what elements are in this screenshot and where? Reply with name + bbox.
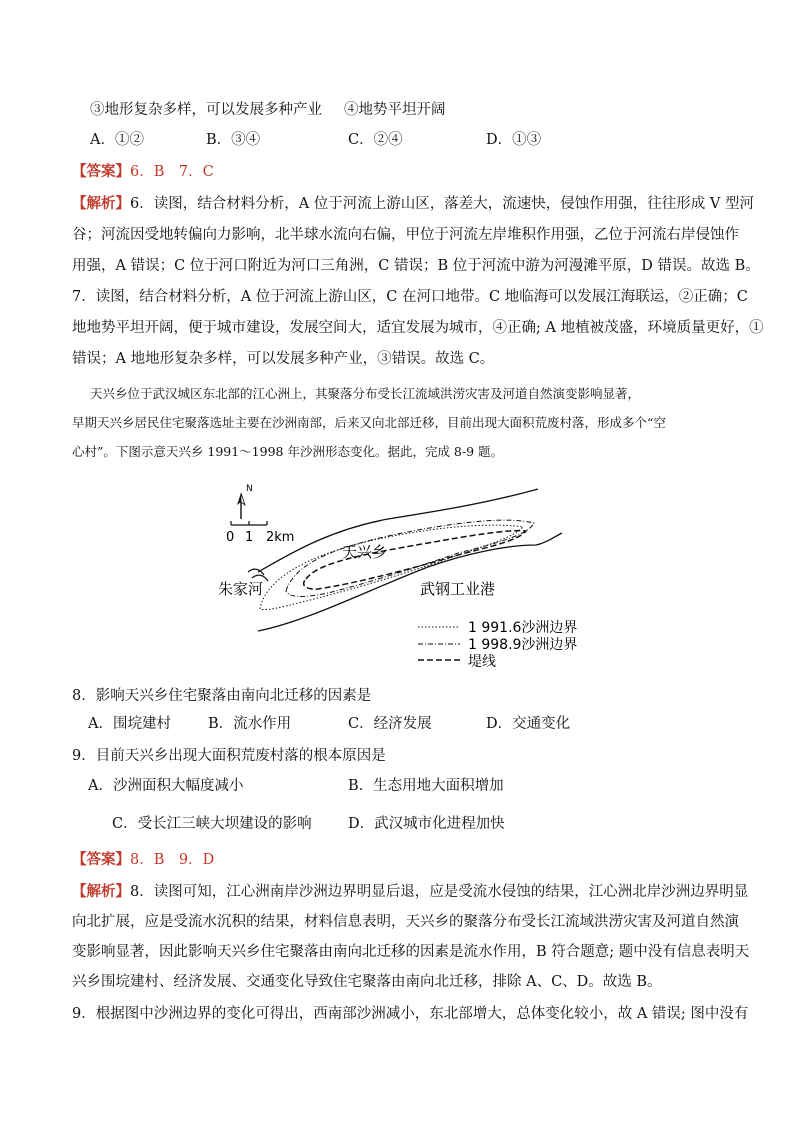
passage-line: 心村”。下图示意天兴乡 1991～1998 年沙洲形态变化。据此，完成 8-9 题。 xyxy=(72,444,504,459)
answer-tag: 【答案】 xyxy=(72,851,130,868)
legend-1991: 1 991.6沙洲边界 xyxy=(468,620,578,636)
answer-text: 6．B 7．C xyxy=(130,164,214,180)
q8-choice-a: A．围垸建村 xyxy=(88,716,171,732)
answer-text: 8．B 9．D xyxy=(130,852,215,868)
q9-choice-b: B．生态用地大面积增加 xyxy=(348,778,504,794)
explanation-tag: 【解析】 xyxy=(72,883,130,900)
explanation-line: 谷；河流因受地转偏向力影响，北半球水流向右偏，甲位于河流左岸堆积作用强，乙位于河流右岸侵蚀作 xyxy=(72,227,739,243)
q9-choice-d: D．武汉城市化进程加快 xyxy=(348,816,505,832)
place-zhujiahe: 朱家河 xyxy=(218,580,264,598)
scale-bar xyxy=(226,521,294,545)
option-3-text: ③地形复杂多样，可以发展多种产业 xyxy=(90,102,322,118)
scale-label-0: 0 xyxy=(226,530,235,545)
choice-b: B．③④ xyxy=(206,132,261,148)
sandbar-map xyxy=(218,475,604,671)
explanation-line: 地地势平坦开阔，便于城市建设，发展空间大，适宜发展为城市，④正确; A 地植被茂盛，环境质量更好，① xyxy=(72,320,764,336)
explanation-line: 错误；A 地地形复杂多样，可以发展多种产业，③错误。故选 C。 xyxy=(72,351,495,367)
place-wugang: 武钢工业港 xyxy=(420,580,496,598)
passage-line: 早期天兴乡居民住宅聚落选址主要在沙洲南部，后来又向北部迁移，目前出现大面积荒废村落，形成多个“空 xyxy=(72,415,666,430)
option-4-text: ④地势平坦开阔 xyxy=(344,102,446,118)
explanation-line: 变影响显著，因此影响天兴乡住宅聚落由南向北迁移的因素是流水作用，B 符合题意; 题中没有信息表明天 xyxy=(72,944,750,960)
passage-line: 天兴乡位于武汉城区东北部的江心洲上，其聚落分布受长江流域洪涝灾害及河道自然演变影响显著， xyxy=(90,386,641,401)
map-legend xyxy=(418,620,577,670)
explanation-line: 7．读图，结合材料分析，A 位于河流上游山区，C 在河口地带。C 地临海可以发展江海联运，②正确；C xyxy=(72,289,748,305)
explanation-line: 9．根据图中沙洲边界的变化可得出，西南部沙洲减小，东北部增大，总体变化较小，故 A 错误; 图中没有 xyxy=(72,1006,749,1022)
q8-choice-c: C．经济发展 xyxy=(348,716,432,732)
explanation-line: 兴乡围垸建村、经济发展、交通变化导致住宅聚落由南向北迁移，排除 A、C、D。故选 B。 xyxy=(72,974,662,990)
explanation-line: 【解析】6．读图，结合材料分析，A 位于河流上游山区，落差大，流速快，侵蚀作用强，往往形成 V 型河 xyxy=(72,195,754,212)
answer-tag: 【答案】 xyxy=(72,163,130,180)
north-arrow-icon xyxy=(237,484,253,519)
choice-d: D．①③ xyxy=(486,132,542,148)
answer-line-2 xyxy=(72,850,214,870)
scale-label-2: 2km xyxy=(266,530,295,545)
explanation-line: 【解析】8．读图可知，江心洲南岸沙洲边界明显后退，应是受流水侵蚀的结果，江心洲北岸沙洲边界明显 xyxy=(72,883,749,900)
explanation-tag: 【解析】 xyxy=(72,195,130,212)
q9-choice-c: C．受长江三峡大坝建设的影响 xyxy=(112,816,312,832)
north-label: N xyxy=(246,484,253,494)
choice-a: A．①② xyxy=(90,132,144,148)
question-8-stem: 8．影响天兴乡住宅聚落由南向北迁移的因素是 xyxy=(72,688,372,704)
choice-c: C．②④ xyxy=(348,132,403,148)
legend-1998: 1 998.9沙洲边界 xyxy=(468,637,578,653)
q8-choice-d: D．交通变化 xyxy=(486,716,571,732)
q8-choice-b: B．流水作用 xyxy=(208,716,292,732)
legend-levee: 堤线 xyxy=(468,654,496,670)
explanation-line: 用强，A 错误；C 位于河口附近为河口三角洲，C 错误；B 位于河流中游为河漫滩平原，D 错误。故选 B。 xyxy=(72,258,760,274)
scale-label-1: 1 xyxy=(245,530,254,545)
q9-choice-a: A．沙洲面积大幅度减小 xyxy=(88,778,244,794)
answer-line-1 xyxy=(72,162,214,182)
question-9-stem: 9．目前天兴乡出现大面积荒废村落的根本原因是 xyxy=(72,748,386,764)
explanation-line: 向北扩展，应是受流水沉积的结果，材料信息表明，天兴乡的聚落分布受长江流域洪涝灾害及河道自然演 xyxy=(72,914,739,930)
river-north-bank xyxy=(258,489,538,572)
place-tianxing: 天兴乡 xyxy=(342,543,388,561)
